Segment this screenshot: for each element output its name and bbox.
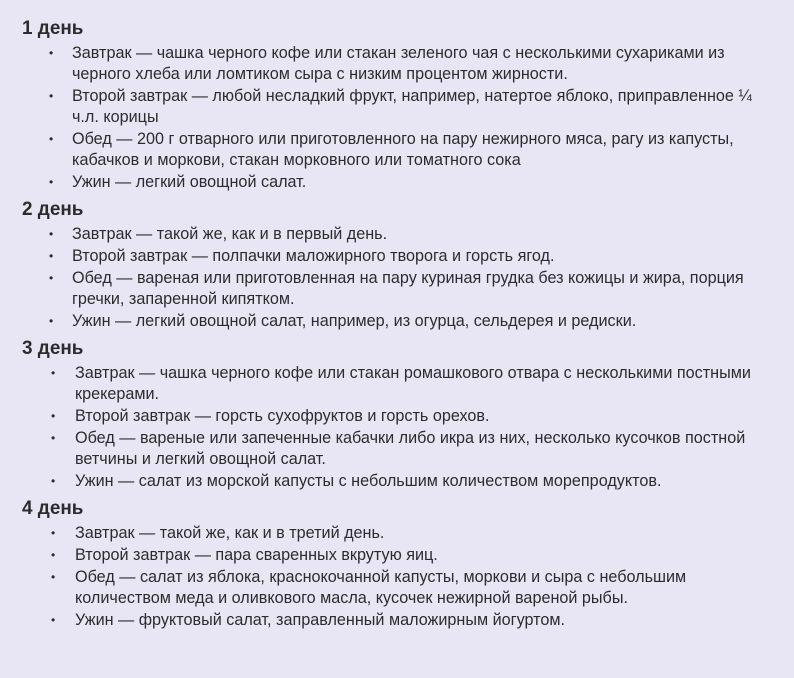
list-item-text: Ужин — салат из морской капусты с небольшим количеством морепродуктов. xyxy=(75,472,662,490)
list-item xyxy=(22,471,782,492)
bullet-icon: • xyxy=(51,548,56,562)
day-section-4 xyxy=(22,498,782,631)
list-item-text: Ужин — легкий овощной салат. xyxy=(72,173,307,191)
bullet-icon: • xyxy=(51,570,56,584)
list-item-text: Второй завтрак — полпачки маложирного творога и горсть ягод. xyxy=(72,247,555,265)
meal-list xyxy=(22,224,782,332)
bullet-icon: • xyxy=(49,46,54,60)
list-item xyxy=(22,268,782,310)
bullet-icon: • xyxy=(49,227,54,241)
meal-list xyxy=(22,523,782,631)
list-item-text: Обед — 200 г отварного или приготовленного на пару нежирного мяса, рагу из капусты, кабачков и моркови, стакан морковного или томатного сока xyxy=(72,130,734,169)
list-item-text: Завтрак — такой же, как и в первый день. xyxy=(72,225,388,243)
list-item xyxy=(22,567,782,609)
list-item xyxy=(22,545,782,566)
list-item xyxy=(22,129,782,171)
list-item-text: Второй завтрак — пара сваренных вкрутую яиц. xyxy=(75,546,438,564)
list-item-text: Ужин — фруктовый салат, заправленный маложирным йогуртом. xyxy=(75,611,565,629)
list-item-text: Завтрак — чашка черного кофе или стакан зеленого чая с несколькими сухариками из черного хлеба или ломтиком сыра с низким процентом жирности. xyxy=(72,44,725,83)
day-section-2 xyxy=(22,199,782,332)
bullet-icon: • xyxy=(49,271,54,285)
bullet-icon: • xyxy=(51,474,56,488)
list-item xyxy=(22,610,782,631)
day-title: 4 день xyxy=(22,498,84,519)
list-item xyxy=(22,406,782,427)
list-item xyxy=(22,224,782,245)
meal-list xyxy=(22,363,782,492)
list-item-text: Обед — вареные или запеченные кабачки либо икра из них, несколько кусочков постной ветчины и легкий овощной салат. xyxy=(75,429,746,468)
list-item xyxy=(22,43,782,85)
list-item-text: Ужин — легкий овощной салат, например, из огурца, сельдерея и редиски. xyxy=(72,312,637,330)
meal-list xyxy=(22,43,782,193)
list-item xyxy=(22,86,782,128)
bullet-icon: • xyxy=(51,431,56,445)
list-item xyxy=(22,311,782,332)
bullet-icon: • xyxy=(51,526,56,540)
bullet-icon: • xyxy=(51,613,56,627)
list-item-text: Завтрак — такой же, как и в третий день. xyxy=(75,524,385,542)
list-item-text: Второй завтрак — горсть сухофруктов и горсть орехов. xyxy=(75,407,490,425)
bullet-icon: • xyxy=(51,366,56,380)
day-section-3 xyxy=(22,338,782,492)
bullet-icon: • xyxy=(51,409,56,423)
list-item-text: Обед — салат из яблока, краснокочанной капусты, моркови и сыра с небольшим количеством меда и оливкового масла, кусочек нежирной вареной рыбы. xyxy=(75,568,687,607)
day-section-1 xyxy=(22,18,782,193)
list-item xyxy=(22,523,782,544)
bullet-icon: • xyxy=(49,314,54,328)
day-title: 2 день xyxy=(22,199,84,220)
list-item xyxy=(22,428,782,470)
list-item xyxy=(22,246,782,267)
bullet-icon: • xyxy=(49,249,54,263)
bullet-icon: • xyxy=(49,89,54,103)
list-item xyxy=(22,363,782,405)
day-title: 1 день xyxy=(22,18,84,39)
list-item-text: Завтрак — чашка черного кофе или стакан ромашкового отвара с несколькими постными крекерами. xyxy=(75,364,751,403)
bullet-icon: • xyxy=(49,175,54,189)
list-item-text: Второй завтрак — любой несладкий фрукт, например, натертое яблоко, приправленное ¼ ч.л. корицы xyxy=(72,87,752,126)
bullet-icon: • xyxy=(49,132,54,146)
list-item-text: Обед — вареная или приготовленная на пару куриная грудка без кожицы и жира, порция гречки, запаренной кипятком. xyxy=(72,269,744,308)
list-item xyxy=(22,172,782,193)
day-title: 3 день xyxy=(22,338,84,359)
